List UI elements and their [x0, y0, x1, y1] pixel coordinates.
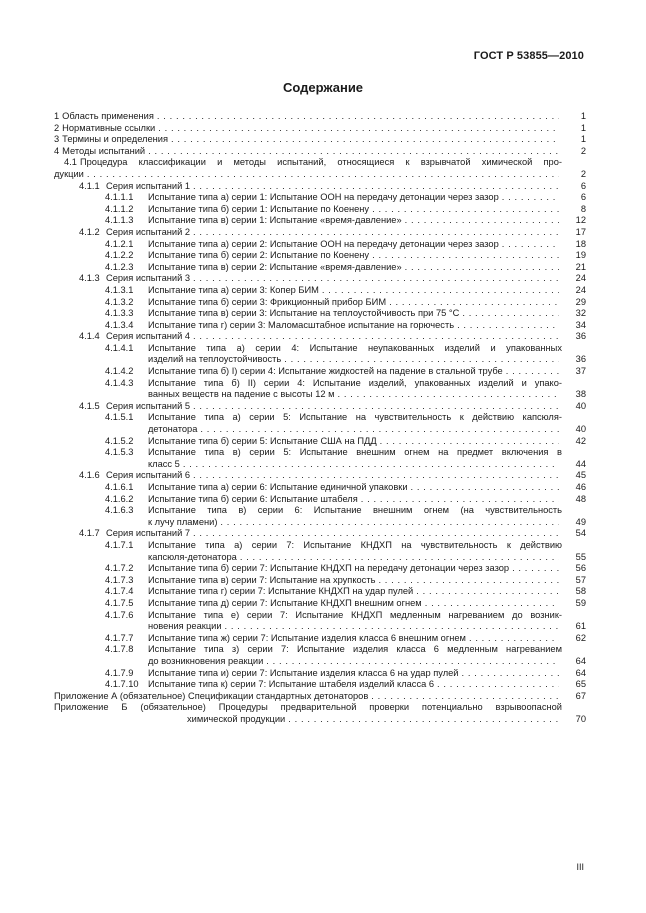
- dot-leader: [193, 273, 559, 285]
- toc-entry-title: Приложение Б (обязательное) Процедуры предварительной проверки потенциально взрывоопасной: [54, 702, 562, 713]
- toc-entry[interactable]: [54, 366, 586, 378]
- dot-leader: [469, 633, 559, 645]
- toc-entry[interactable]: [54, 528, 586, 540]
- toc-entry-page: 65: [575, 679, 586, 690]
- toc-entry-number: 4.1.7.3: [105, 574, 134, 585]
- toc-entry-number: 4.1.3.4: [105, 319, 134, 330]
- dot-leader: [284, 354, 559, 366]
- dot-leader: [288, 714, 559, 726]
- toc-entry-page: 45: [575, 470, 586, 481]
- toc-entry-page: 34: [575, 319, 586, 330]
- toc-entry-page: 49: [575, 516, 586, 527]
- toc-entry-title: Нормативные ссылки: [62, 122, 156, 133]
- dot-leader: [193, 401, 559, 413]
- toc-entry-page: 19: [575, 250, 586, 261]
- toc-entry-number: 4: [54, 145, 60, 156]
- toc-entry-title-continued: к лучу пламени): [148, 516, 218, 527]
- toc-entry-number: 3: [54, 134, 60, 145]
- toc-entry-number: 4.1.3: [79, 273, 100, 284]
- toc-entry[interactable]: [54, 494, 586, 506]
- toc-entry-title: Испытание типа з) серии 7: Испытание изделия класса 6 медленным нагреванием: [148, 644, 562, 655]
- toc-entry-page: 1: [580, 122, 586, 133]
- toc-entry-title-continued: класс 5: [148, 458, 180, 469]
- toc-entry-title: Методы испытаний: [62, 145, 146, 156]
- toc-entry-page: 67: [575, 690, 586, 701]
- dot-leader: [220, 517, 559, 529]
- toc-entry[interactable]: [54, 215, 586, 227]
- toc-entry-title-continued: ванных веществ на падение с высоты 12 м: [148, 389, 335, 400]
- toc-entry[interactable]: [54, 192, 586, 204]
- page-number: III: [576, 862, 584, 872]
- toc-entry-number: 4.1.3.2: [105, 296, 134, 307]
- toc-entry[interactable]: [54, 598, 586, 610]
- dot-leader: [457, 320, 559, 332]
- toc-entry-page: 38: [575, 389, 586, 400]
- toc-entry-number: 4.1.5.3: [105, 447, 134, 458]
- toc-entry-title: Испытание типа б) I) серии 4: Испытание жидкостей на падение в стальной трубе: [148, 366, 503, 377]
- toc-entry-number: 4.1.7.7: [105, 632, 134, 643]
- toc-entry-page: 40: [575, 400, 586, 411]
- toc-entry-title-continued: детонатора: [148, 424, 198, 435]
- toc-entry-page: 24: [575, 284, 586, 295]
- dot-leader: [378, 575, 559, 587]
- toc-entry[interactable]: [54, 447, 586, 470]
- toc-entry[interactable]: [54, 146, 586, 158]
- toc-entry-number: 4.1.4.1: [105, 342, 134, 353]
- dot-leader: [371, 691, 559, 703]
- toc-entry-page: 40: [575, 424, 586, 435]
- toc-entry[interactable]: [54, 378, 586, 401]
- table-of-contents: [54, 111, 586, 725]
- toc-entry-page: 8: [580, 203, 586, 214]
- dot-leader: [148, 146, 559, 158]
- toc-entry-number: 4.1.2: [79, 226, 100, 237]
- toc-entry-page: 6: [580, 180, 586, 191]
- toc-entry-page: 18: [575, 238, 586, 249]
- dot-leader: [338, 389, 559, 401]
- toc-entry-title-continued: капсюля-детонатора: [148, 551, 237, 562]
- toc-entry-number: 4.1.4.2: [105, 366, 134, 377]
- toc-entry-page: 57: [575, 574, 586, 585]
- toc-entry-page: 42: [575, 435, 586, 446]
- toc-entry[interactable]: [54, 331, 586, 343]
- toc-entry-page: 1: [580, 134, 586, 145]
- toc-entry-title: Серия испытаний 7: [106, 528, 191, 539]
- dot-leader: [502, 239, 559, 251]
- toc-entry-page: 24: [575, 273, 586, 284]
- toc-entry-title: Испытание типа в) серии 2: Испытание «время-давление»: [148, 261, 402, 272]
- toc-entry[interactable]: [54, 204, 586, 216]
- toc-entry-title: Испытание типа д) серии 7: Испытание КНДХП внешним огнем: [148, 597, 422, 608]
- toc-entry-number: 4.1.6: [79, 470, 100, 481]
- toc-entry[interactable]: [54, 134, 586, 146]
- dot-leader: [200, 424, 559, 436]
- toc-entry-page: 58: [575, 586, 586, 597]
- dot-leader: [405, 262, 559, 274]
- toc-entry[interactable]: [54, 308, 586, 320]
- toc-entry[interactable]: [54, 610, 586, 633]
- toc-entry[interactable]: [54, 575, 586, 587]
- toc-entry-number: 4.1.6.3: [105, 505, 134, 516]
- toc-entry-page: 12: [575, 215, 586, 226]
- dot-leader: [183, 459, 559, 471]
- toc-entry[interactable]: [54, 586, 586, 598]
- toc-entry-title: Серия испытаний 2: [106, 226, 191, 237]
- toc-entry-page: 37: [575, 366, 586, 377]
- toc-entry-page: 21: [575, 261, 586, 272]
- toc-entry-title: Термины и определения: [62, 134, 169, 145]
- page-title: Содержание: [282, 80, 364, 95]
- toc-entry-page: 1: [580, 111, 586, 121]
- toc-entry[interactable]: [54, 227, 586, 239]
- toc-entry[interactable]: [54, 633, 586, 645]
- toc-entry-number: 2: [54, 122, 60, 133]
- toc-entry-number: 4.1.1.1: [105, 192, 134, 203]
- toc-entry-page: 64: [575, 667, 586, 678]
- toc-entry-number: 4.1.5: [79, 400, 100, 411]
- toc-entry[interactable]: [54, 436, 586, 448]
- toc-entry-title: Испытание типа б) серии 1: Испытание по Коенену: [148, 203, 370, 214]
- toc-entry-title: Испытание типа б) серии 2: Испытание по Коенену: [148, 250, 370, 261]
- toc-entry[interactable]: [54, 563, 586, 575]
- toc-entry[interactable]: [54, 320, 586, 332]
- dot-leader: [405, 215, 559, 227]
- toc-entry-page: 64: [575, 655, 586, 666]
- dot-leader: [193, 227, 559, 239]
- toc-entry[interactable]: [54, 540, 586, 563]
- toc-entry[interactable]: [54, 111, 586, 123]
- toc-entry[interactable]: [54, 181, 586, 193]
- toc-entry-number: 4.1.6.2: [105, 493, 134, 504]
- toc-entry[interactable]: [54, 262, 586, 274]
- toc-entry[interactable]: [54, 250, 586, 262]
- toc-entry-number: 4.1.7.9: [105, 667, 134, 678]
- toc-entry-number: 4.1.6.1: [105, 482, 134, 492]
- toc-entry-number: 4.1.7.2: [105, 563, 134, 574]
- dot-leader: [506, 366, 559, 378]
- dot-leader: [240, 552, 559, 564]
- toc-entry-title: Испытание типа в) серии 7: Испытание на хрупкость: [148, 574, 376, 585]
- toc-entry-page: 70: [575, 713, 586, 724]
- toc-entry[interactable]: [54, 679, 586, 691]
- toc-entry-number: 4.1.1.2: [105, 203, 134, 214]
- dot-leader: [171, 134, 559, 146]
- toc-entry-title: Испытание типа б) II) серии 4: Испытание изделий, упакованных изделий и упако-: [148, 377, 562, 388]
- toc-entry[interactable]: [54, 157, 586, 180]
- dot-leader: [380, 436, 559, 448]
- document-code: ГОСТ Р 53855—2010: [473, 50, 584, 62]
- toc-entry[interactable]: [54, 297, 586, 309]
- toc-entry-number: 4.1.7.4: [105, 586, 134, 597]
- dot-leader: [225, 621, 559, 633]
- toc-entry[interactable]: [54, 505, 586, 528]
- dot-leader: [502, 192, 559, 204]
- dot-leader: [322, 285, 559, 297]
- toc-entry-page: 2: [580, 145, 586, 156]
- toc-entry-page: 48: [575, 493, 586, 504]
- toc-entry-title: Испытание типа г) серии 3: Маломасштабное испытание на горючесть: [148, 319, 455, 330]
- toc-entry-title: Испытание типа а) серии 4: Испытание неупакованных изделий и упакованных: [148, 342, 562, 353]
- toc-entry-title-continued: до возникновения реакции: [148, 655, 264, 666]
- toc-entry-title: Серия испытаний 3: [106, 273, 191, 284]
- dot-leader: [158, 123, 559, 135]
- toc-entry-page: 61: [575, 621, 586, 632]
- dot-leader: [193, 528, 559, 540]
- toc-entry-number: 4.1.4: [79, 331, 100, 342]
- dot-leader: [425, 598, 559, 610]
- dot-leader: [193, 470, 559, 482]
- dot-leader: [87, 169, 559, 181]
- toc-entry-title: Испытание типа ж) серии 7: Испытание изделия класса 6 внешним огнем: [148, 632, 466, 643]
- dot-leader: [157, 111, 559, 123]
- toc-entry-title: Испытание типа г) серии 7: Испытание КНДХП на удар пулей: [148, 586, 414, 597]
- toc-entry-number: 4.1.7.10: [105, 679, 139, 690]
- toc-entry-title: Испытание типа б) серии 7: Испытание КНДХП на передачу детонации через зазор: [148, 563, 510, 574]
- toc-entry-number: 4.1.2.1: [105, 238, 134, 249]
- toc-entry-number: 1: [54, 111, 60, 121]
- dot-leader: [416, 586, 559, 598]
- toc-entry-number: 4.1.7.5: [105, 597, 134, 608]
- toc-entry[interactable]: [54, 691, 586, 703]
- dot-leader: [361, 494, 559, 506]
- toc-entry-title: Испытание типа а) серии 2: Испытание ООН на передачу детонации через зазор: [148, 238, 499, 249]
- dot-leader: [193, 181, 559, 193]
- toc-entry-title-continued: химической продукции: [187, 713, 286, 724]
- dot-leader: [372, 204, 559, 216]
- toc-entry[interactable]: [54, 668, 586, 680]
- toc-entry-page: 62: [575, 632, 586, 643]
- toc-entry-title: Испытание типа в) серии 6: Испытание внешним огнем (на чувствительность: [148, 505, 562, 516]
- toc-entry-title: Испытание типа а) серии 3: Копер БИМ: [148, 284, 319, 295]
- toc-entry-title: Серия испытаний 4: [106, 331, 191, 342]
- toc-entry[interactable]: [54, 273, 586, 285]
- dot-leader: [372, 250, 559, 262]
- toc-entry[interactable]: [54, 644, 586, 667]
- dot-leader: [411, 482, 559, 494]
- toc-entry-number: 4.1.7.8: [105, 644, 134, 655]
- dot-leader: [437, 679, 559, 691]
- dot-leader: [266, 656, 559, 668]
- toc-entry-page: 55: [575, 551, 586, 562]
- toc-entry-title: Испытание типа а) серии 1: Испытание ООН на передачу детонации через зазор: [148, 192, 499, 203]
- toc-entry[interactable]: [54, 123, 586, 135]
- toc-entry-title-continued: дукции: [54, 168, 84, 179]
- toc-entry-page: 54: [575, 528, 586, 539]
- toc-entry-title: Испытание типа и) серии 7: Испытание изделия класса 6 на удар пулей: [148, 667, 459, 678]
- toc-entry[interactable]: [54, 482, 586, 494]
- toc-entry-number: 4.1: [64, 157, 77, 168]
- toc-entry-page: 44: [575, 458, 586, 469]
- toc-entry-title: Испытание типа б) серии 6: Испытание штабеля: [148, 493, 358, 504]
- toc-entry-number: 4.1.7: [79, 528, 100, 539]
- toc-entry-number: 4.1.2.3: [105, 261, 134, 272]
- toc-entry-number: 4.1.3.1: [105, 284, 134, 295]
- toc-entry-number: 4.1.3.3: [105, 308, 134, 319]
- toc-entry-page: 36: [575, 354, 586, 365]
- toc-entry-title: Испытание типа к) серии 7: Испытание штабеля изделий класса 6: [148, 679, 435, 690]
- dot-leader: [462, 668, 560, 680]
- toc-entry-title: Испытание типа в) серии 3: Испытание на теплоустойчивость при 75 °С: [148, 308, 460, 319]
- toc-entry[interactable]: [54, 239, 586, 251]
- toc-entry-page: 32: [575, 308, 586, 319]
- toc-entry-page: 29: [575, 296, 586, 307]
- toc-entry-title: Испытание типа в) серии 1: Испытание «время-давление»: [148, 215, 402, 226]
- dot-leader: [389, 297, 559, 309]
- toc-entry-title: Серия испытаний 6: [106, 470, 191, 481]
- toc-entry[interactable]: [54, 702, 586, 725]
- toc-entry-title: Испытание типа а) серии 7: Испытание КНДХП на чувствительность к действию: [148, 539, 562, 550]
- toc-entry-page: 46: [575, 482, 586, 492]
- toc-entry-number: 4.1.2.2: [105, 250, 134, 261]
- toc-entry-page: 36: [575, 331, 586, 342]
- toc-entry-title: Приложение А (обязательное) Спецификации стандартных детонаторов: [54, 690, 369, 701]
- toc-entry-page: 6: [580, 192, 586, 203]
- dot-leader: [462, 308, 559, 320]
- toc-entry-number: 4.1.7.1: [105, 539, 134, 550]
- toc-entry-title: Серия испытаний 1: [106, 180, 191, 191]
- toc-entry-title: Испытание типа б) серии 5: Испытание США на ПДД: [148, 435, 377, 446]
- toc-entry-number: 4.1.5.1: [105, 412, 134, 423]
- toc-entry-title: Серия испытаний 5: [106, 400, 191, 411]
- toc-entry[interactable]: [54, 343, 586, 366]
- toc-entry-page: 17: [575, 226, 586, 237]
- toc-entry-title: Испытание типа б) серии 3: Фрикционный прибор БИМ: [148, 296, 387, 307]
- toc-entry-page: 2: [580, 168, 586, 179]
- toc-entry-number: 4.1.7.6: [105, 609, 134, 620]
- toc-entry-title: Испытание типа а) серии 6: Испытание единичной упаковки: [148, 482, 408, 492]
- toc-entry-page: 56: [575, 563, 586, 574]
- toc-entry-title: Процедура классификации и методы испытаний, относящиеся к взрывчатой химической про-: [79, 157, 562, 168]
- toc-entry-title: Область применения: [62, 111, 154, 121]
- toc-entry-number: 4.1.4.3: [105, 377, 134, 388]
- toc-entry-page: 59: [575, 597, 586, 608]
- toc-entry-title: Испытание типа е) серии 7: Испытание КНДХП медленным нагреванием до возник-: [148, 609, 562, 620]
- dot-leader: [193, 331, 559, 343]
- toc-entry-title-continued: новения реакции: [148, 621, 222, 632]
- toc-entry-number: 4.1.5.2: [105, 435, 134, 446]
- toc-entry-title-continued: изделий на теплоустойчивость: [148, 354, 282, 365]
- dot-leader: [512, 563, 559, 575]
- toc-entry[interactable]: [54, 412, 586, 435]
- toc-entry[interactable]: [54, 285, 586, 297]
- toc-entry[interactable]: [54, 401, 586, 413]
- toc-entry[interactable]: [54, 470, 586, 482]
- toc-entry-number: 4.1.1.3: [105, 215, 134, 226]
- toc-entry-title: Испытание типа в) серии 5: Испытание внешним огнем на предмет включения в: [148, 447, 562, 458]
- toc-entry-number: 4.1.1: [79, 180, 100, 191]
- toc-entry-title: Испытание типа а) серии 5: Испытание на чувствительность к действию капсюля-: [148, 412, 562, 423]
